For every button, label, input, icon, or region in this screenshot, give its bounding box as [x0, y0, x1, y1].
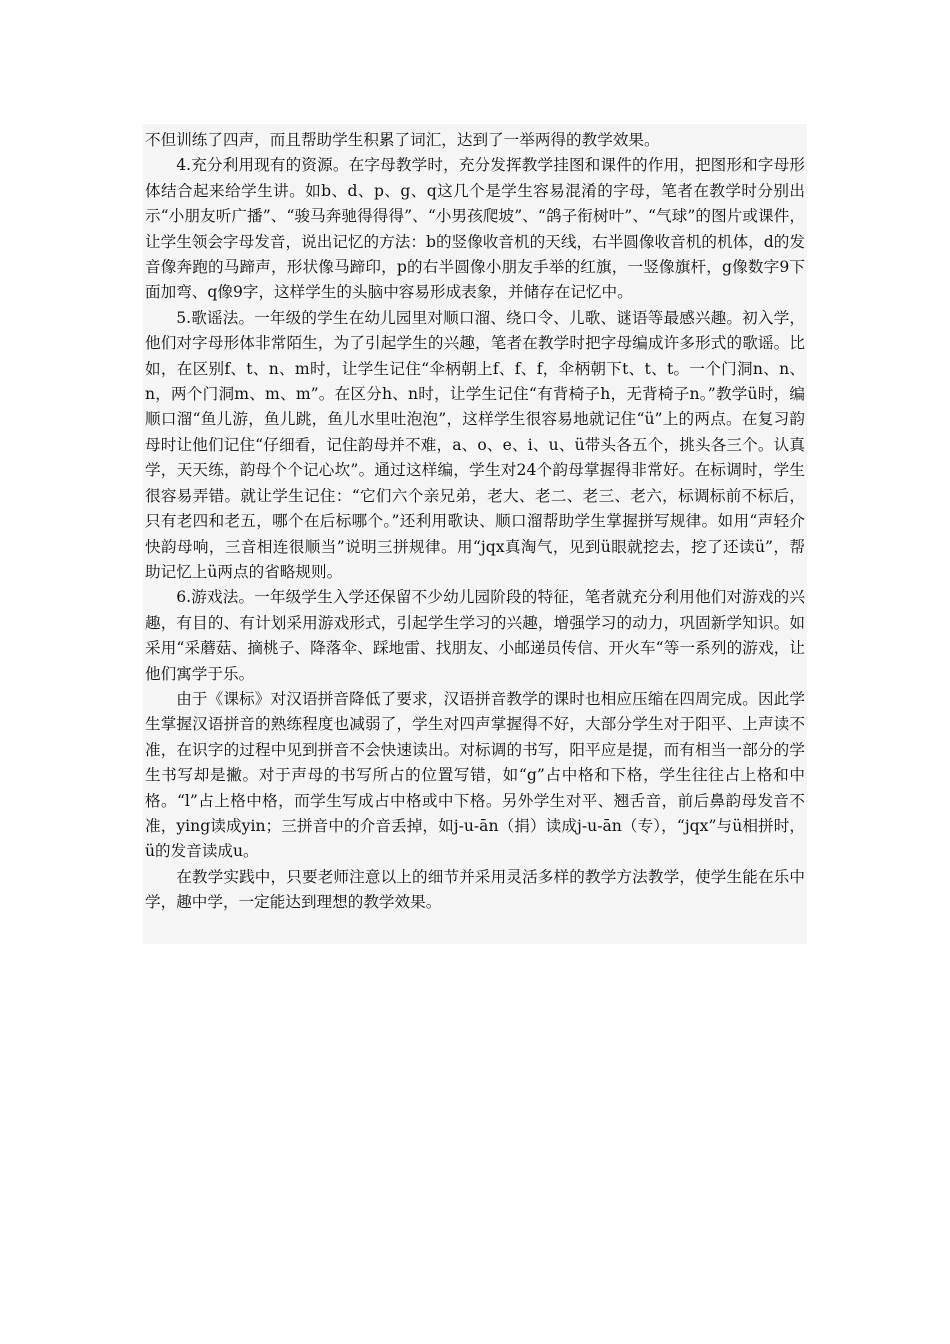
paragraph-curriculum: 由于《课标》对汉语拼音降低了要求，汉语拼音教学的课时也相应压缩在四周完成。因此学生掌握汉语拼音的熟练程度也减弱了，学生对四声掌握得不好，大部分学生对于阳平、上声读不准，在识字的过程中见到拼音不会快速读出。对标调的书写，阳平应是提，而有相当一部分的学生书写却是撇。对于声母的书写所占的位置写错，如“g”占中格和下格，学生往往占上格和中格。“l”占上格中格，而学生写成占中格或中下格。另外学生对平、翘舌音，前后鼻韵母发音不准，ying读成yin；三拼音中的介音丢掉，如j-u-ān（捐）读成j-u-ān（专），“jqx”与ü相拼时，ü的发音读成u。	[145, 689, 805, 861]
document-text-block	[143, 124, 807, 944]
paragraph-game-method: 6.游戏法。一年级学生入学还保留不少幼儿园阶段的特征，笔者就充分利用他们对游戏的兴趣，有目的、有计划采用游戏形式，引起学生学习的兴趣，增强学习的动力，巩固新学知识。如采用“采蘑菇、摘桃子、降落伞、踩地雷、找朋友、小邮递员传信、开火车“等一系列的游戏，让他们寓学于乐。	[145, 588, 805, 683]
paragraph-song-method: 5.歌谣法。一年级的学生在幼儿园里对顺口溜、绕口令、儿歌、谜语等最感兴趣。初入学，他们对字母形体非常陌生，为了引起学生的兴趣，笔者在教学时把字母编成许多形式的歌谣。比如，在区别f、t、n、m时，让学生记住“伞柄朝上f、f、f，伞柄朝下t、t、t。一个门洞n、n、n，两个门洞m、m、m”。在区分h、n时，让学生记住“有背椅子h，无背椅子n。”教学ü时，编顺口溜“鱼儿游，鱼儿跳，鱼儿水里吐泡泡”，这样学生很容易地就记住“ü”上的两点。在复习韵母时让他们记住“仔细看，记住韵母并不难，a、o、e、i、u、ü带头各五个，挑头各三个。认真学，天天练，韵母个个记心坎”。通过这样编，学生对24个韵母掌握得非常好。在标调时，学生很容易弄错。就让学生记住：“它们六个亲兄弟，老大、老二、老三、老六，标调标前不标后，只有老四和老五，哪个在后标哪个。”还利用歌诀、顺口溜帮助学生掌握拼写规律。如用“声轻介快韵母响，三音相连很顺当”说明三拼规律。用“jqx真淘气，见到ü眼就挖去，挖了还读ü”，帮助记忆上ü两点的省略规则。	[145, 308, 805, 581]
paragraph-conclusion: 在教学实践中，只要老师注意以上的细节并采用灵活多样的教学方法教学，使学生能在乐中学，趣中学，一定能达到理想的教学效果。	[145, 867, 805, 912]
paragraph-continuation: 不但训练了四声，而且帮助学生积累了词汇，达到了一举两得的教学效果。	[145, 131, 660, 149]
paragraph-resources: 4.充分利用现有的资源。在字母教学时，充分发挥教学挂图和课件的作用，把图形和字母形体结合起来给学生讲。如b、d、p、g、q这几个是学生容易混淆的字母，笔者在教学时分别出示“小朋友听广播”、“骏马奔驰得得得”、“小男孩爬坡”、“鸽子衔树叶”、“气球”的图片或课件，让学生领会字母发音，说出记忆的方法：b的竖像收音机的天线，右半圆像收音机的机体，d的发音像奔跑的马蹄声，形状像马蹄印，p的右半圆像小朋友手举的红旗，一竖像旗杆，g像数字9下面加弯、q像9字，这样学生的头脑中容易形成表象，并储存在记忆中。	[145, 156, 805, 302]
